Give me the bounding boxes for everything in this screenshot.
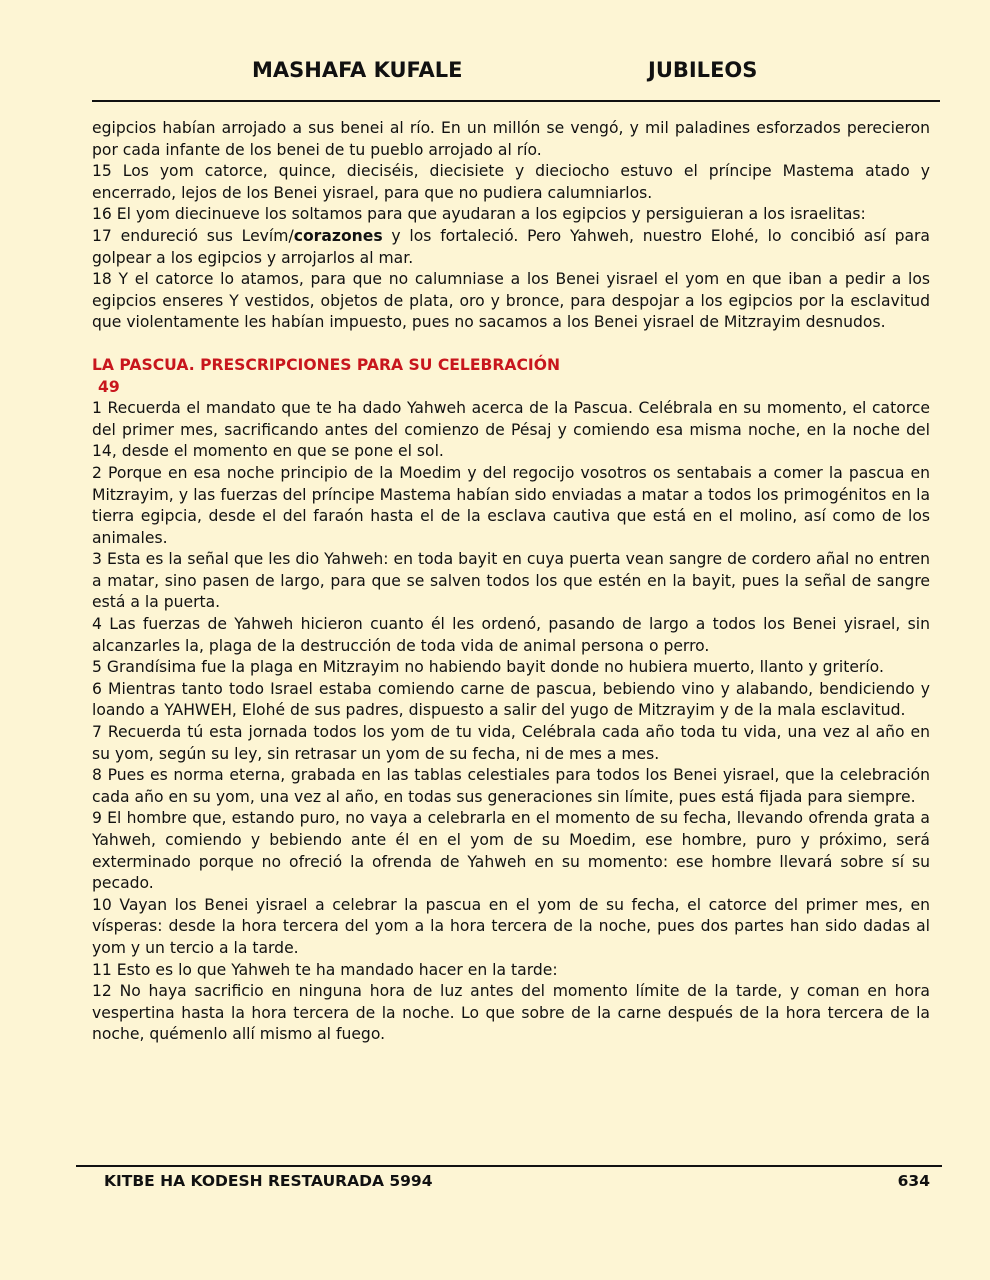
bold-term: corazones bbox=[293, 226, 383, 245]
paragraph: 10 Vayan los Benei yisrael a celebrar la pascua en el yom de su fecha, el catorce del primer mes, en vísperas: desde la hora tercera del yom a la hora tercera de la noche, pues dos partes han sido dadas al yom y un tercio a la tarde. bbox=[92, 895, 930, 957]
header-section-title: JUBILEOS bbox=[648, 58, 758, 82]
page-content bbox=[92, 118, 930, 1046]
paragraph: 12 No haya sacrificio en ninguna hora de luz antes del momento límite de la tarde, y coman en hora vespertina hasta la hora tercera de la noche. Lo que sobre de la carne después de la hora tercera de la noche, quémenlo allí mismo al fuego. bbox=[92, 982, 930, 1044]
paragraph: 1 Recuerda el mandato que te ha dado Yahweh acerca de la Pascua. Celébrala en su momento, el catorce del primer mes, sacrificando antes del comienzo de Pésaj y comiendo esa misma noche, en la noche del 14, desde el momento en que se pone el sol. bbox=[92, 399, 930, 461]
paragraph: 9 El hombre que, estando puro, no vaya a celebrarla en el momento de su fecha, llevando ofrenda grata a Yahweh, comiendo y bebiendo ante él en el yom de su Moedim, ese hombre, puro y próximo, será exterminado porque no ofreció la ofrenda de Yahweh en su momento: ese hombre llevará sobre sí su pecado. bbox=[92, 809, 930, 893]
paragraph: egipcios habían arrojado a sus benei al río. En un millón se vengó, y mil paladines esforzados perecieron por cada infante de los benei de tu pueblo arrojado al río. bbox=[92, 119, 930, 159]
paragraph-17 bbox=[92, 226, 930, 269]
chapter-number: 49 bbox=[98, 377, 120, 396]
paragraph: 16 El yom diecinueve los soltamos para que ayudaran a los egipcios y persiguieran a los israelitas: bbox=[92, 205, 866, 224]
paragraph-17-end: y los fortaleció. Pero Yahweh, nuestro Elohé, lo concibió así para golpear a los egipcios y arrojarlos al mar. bbox=[92, 226, 930, 267]
paragraph: 7 Recuerda tú esta jornada todos los yom de tu vida, Celébrala cada año toda tu vida, una vez al año en su yom, según su ley, sin retrasar un yom de su fecha, ni de mes a mes. bbox=[92, 723, 930, 763]
paragraph-18: 18 Y el catorce lo atamos, para que no calumniase a los Benei yisrael el yom en que iban a pedir a los egipcios enseres Y vestidos, objetos de plata, oro y bronce, para despojar a los egipcios por la esclavitud que violentamente les habían impuesto, pues no sacamos a los Benei yisrael de Mitzrayim desnudos. bbox=[92, 270, 930, 332]
paragraph: 4 Las fuerzas de Yahweh hicieron cuanto él les ordenó, pasando de largo a todos los Benei yisrael, sin alcanzarles la, plaga de la destrucción de toda vida de animal persona o perro. bbox=[92, 615, 930, 655]
page-number: 634 bbox=[897, 1172, 930, 1190]
paragraph: 2 Porque en esa noche principio de la Moedim y del regocijo vosotros os sentabais a comer la pascua en Mitzrayim, y las fuerzas del príncipe Mastema habían sido enviadas a matar a todos los primogénitos en la tierra egipcia, desde el del faraón hasta el de la esclava cautiva que está en el molino, así como de los animales. bbox=[92, 463, 930, 547]
paragraph: 15 Los yom catorce, quince, dieciséis, diecisiete y dieciocho estuvo el príncipe Mastema atado y encerrado, lejos de los Benei yisrael, para que no pudiera calumniarlos. bbox=[92, 162, 930, 202]
paragraph: 6 Mientras tanto todo Israel estaba comiendo carne de pascua, bebiendo vino y alabando, bendiciendo y loando a YAHWEH, Elohé de sus padres, dispuesto a salir del yugo de Mitzrayim y de la mala esclavitud. bbox=[92, 679, 930, 720]
page-header bbox=[92, 58, 940, 102]
paragraph-17-start: 17 endureció sus Levím/ bbox=[92, 226, 294, 245]
paragraph: 8 Pues es norma eterna, grabada en las tablas celestiales para todos los Benei yisrael, que la celebración cada año en su yom, una vez al año, en todas sus generaciones sin límite, pues está fijada para siempre. bbox=[92, 766, 930, 806]
footer-book-title: KITBE HA KODESH RESTAURADA 5994 bbox=[104, 1172, 433, 1190]
header-book-title: MASHAFA KUFALE bbox=[252, 58, 463, 82]
paragraph: 11 Esto es lo que Yahweh te ha mandado hacer en la tarde: bbox=[92, 960, 558, 979]
paragraph: 5 Grandísima fue la plaga en Mitzrayim no habiendo bayit donde no hubiera muerto, llanto y griterío. bbox=[92, 658, 884, 677]
paragraph: 3 Esta es la señal que les dio Yahweh: en toda bayit en cuya puerta vean sangre de cordero añal no entren a matar, sino pasen de largo, para que se salven todos los que estén en la bayit, pues la señal de sangre está a la puerta. bbox=[92, 550, 930, 612]
section-title: LA PASCUA. PRESCRIPCIONES PARA SU CELEBRACIÓN bbox=[92, 355, 561, 374]
page-footer bbox=[76, 1165, 942, 1197]
